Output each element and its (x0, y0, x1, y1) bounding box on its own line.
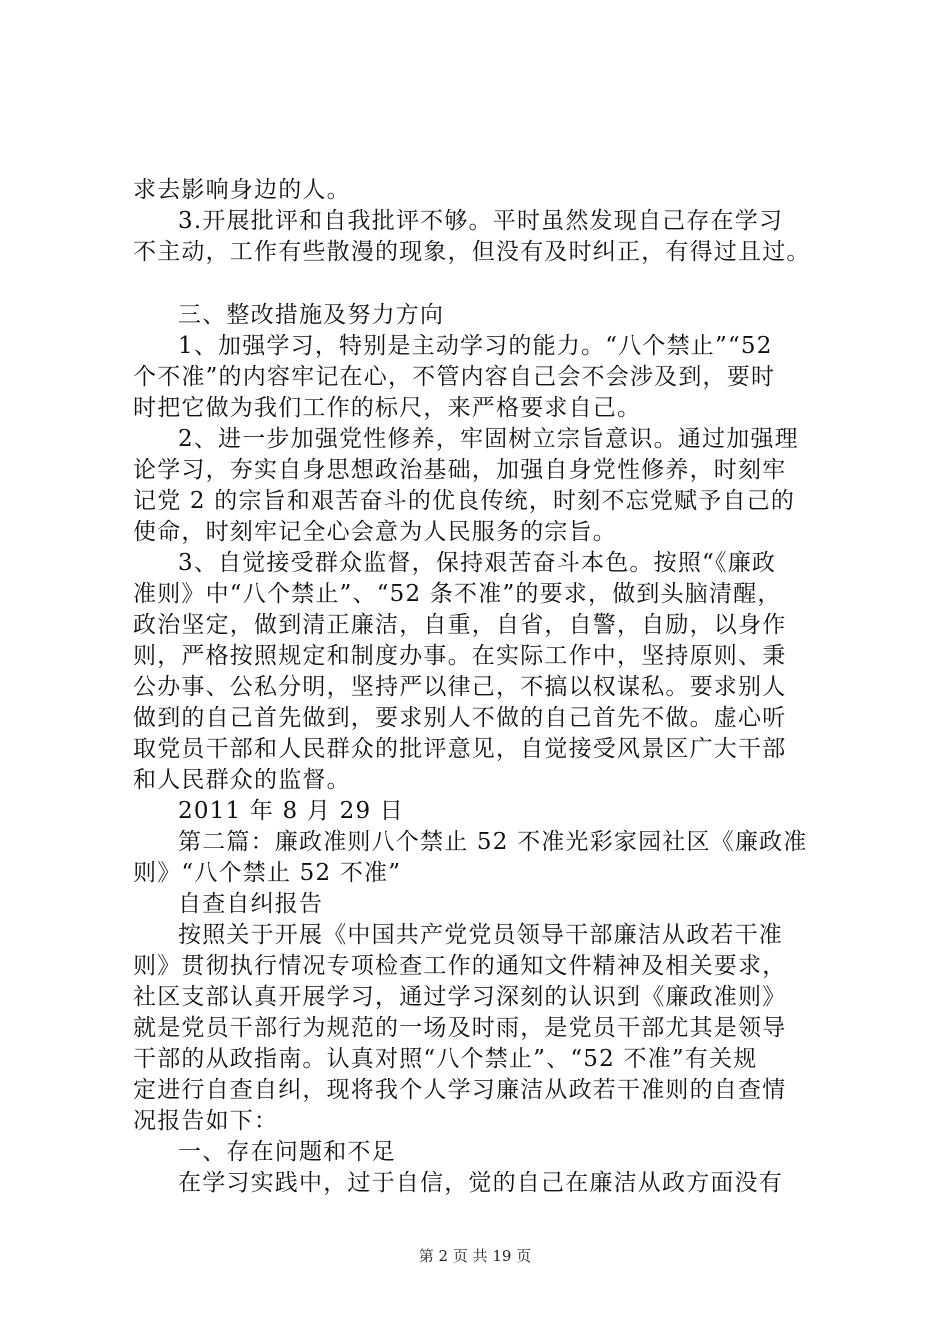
text-line: 3.开展批评和自我批评不够。平时虽然发现自己存在学习 (178, 208, 784, 234)
text-line: 个不准”的内容牢记在心，不管内容自己会不会涉及到，要时 (133, 364, 776, 390)
text-line: 和人民群众的监督。 (133, 767, 351, 793)
text-line: 政治坚定，做到清正廉洁，自重，自省，自警，自励，以身作 (133, 612, 787, 638)
text-line: 不主动，工作有些散漫的现象，但没有及时纠正，有得过且过。 (133, 239, 811, 265)
text-line: 3、自觉接受群众监督，保持艰苦奋斗本色。按照“《廉政 (178, 550, 777, 576)
text-line: 时把它做为我们工作的标尺，来严格要求自己。 (133, 395, 642, 421)
text-line: 使命，时刻牢记全心会意为人民服务的宗旨。 (133, 519, 617, 545)
text-line: 记党 2 的宗旨和艰苦奋斗的优良传统，时刻不忘党赋予自己的 (133, 488, 796, 514)
text-line: 干部的从政指南。认真对照“八个禁止”、“52 不准”有关规 (133, 1046, 758, 1072)
text-line: 社区支部认真开展学习，通过学习深刻的认识到《廉政准则》 (133, 984, 787, 1010)
text-line: 按照关于开展《中国共产党党员领导干部廉洁从政若干准 (178, 922, 783, 948)
report-title: 自查自纠报告 (178, 891, 324, 917)
date-line: 2011 年 8 月 29 日 (178, 798, 404, 824)
text-line: 则》贯彻执行情况专项检查工作的通知文件精神及相关要求， (133, 953, 787, 979)
text-line: 求去影响身边的人。 (133, 177, 351, 203)
text-line: 况报告如下： (133, 1108, 279, 1134)
section-heading: 一、存在问题和不足 (178, 1139, 396, 1165)
text-line: 做到的自己首先做到，要求别人不做的自己首先不做。虚心听 (133, 705, 787, 731)
text-line: 取党员干部和人民群众的批评意见，自觉接受风景区广大干部 (133, 736, 787, 762)
section-title: 则》“八个禁止 52 不准” (133, 860, 402, 886)
page-number: 第 2 页 共 19 页 (418, 1247, 532, 1265)
text-line: 论学习，夯实自身思想政治基础，加强自身党性修养，时刻牢 (133, 457, 787, 483)
text-line: 2、进一步加强党性修养，牢固树立宗旨意识。通过加强理 (178, 426, 799, 452)
text-line: 在学习实践中，过于自信，觉的自己在廉洁从政方面没有 (178, 1170, 783, 1196)
section-title: 第二篇：廉政准则八个禁止 52 不准光彩家园社区《廉政准 (178, 829, 808, 855)
text-line: 公办事、公私分明，坚持严以律己，不搞以权谋私。要求别人 (133, 674, 787, 700)
text-line: 则，严格按照规定和制度办事。在实际工作中，坚持原则、秉 (133, 643, 787, 669)
section-heading: 三、整改措施及努力方向 (178, 302, 445, 328)
text-line: 就是党员干部行为规范的一场及时雨，是党员干部尤其是领导 (133, 1015, 787, 1041)
text-line: 准则》中“八个禁止”、“52 条不准”的要求，做到头脑清醒， (133, 581, 782, 607)
text-line: 定进行自查自纠，现将我个人学习廉洁从政若干准则的自查情 (133, 1077, 787, 1103)
text-line: 1、加强学习，特别是主动学习的能力。“八个禁止”“52 (178, 333, 773, 359)
